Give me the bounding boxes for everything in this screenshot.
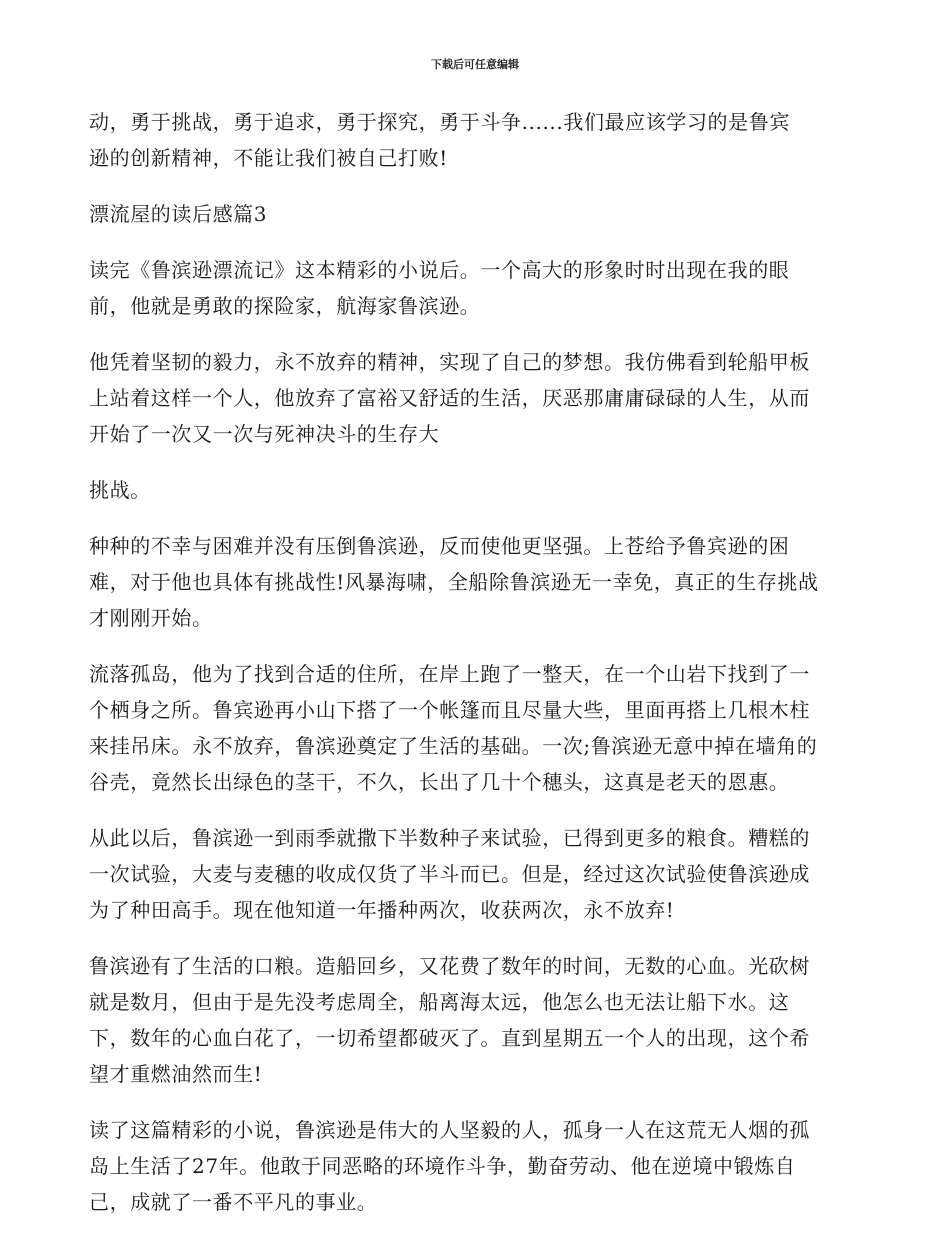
paragraph-8 xyxy=(89,820,861,928)
text-line: 流落孤岛，他为了找到合适的住所，在岸上跑了一整天，在一个山岩下找到了一 xyxy=(89,662,810,686)
text-line: 读了这篇精彩的小说，鲁滨逊是伟大的人坚毅的人，孤身一人在这荒无人烟的孤 xyxy=(89,1118,810,1142)
text-line: 己，成就了一番不平凡的事业。 xyxy=(89,1190,378,1214)
text-line: 种种的不幸与困难并没有压倒鲁滨逊，反而使他更坚强。上苍给予鲁宾逊的困 xyxy=(89,534,790,558)
paragraph-7 xyxy=(89,656,861,800)
text-line: 鲁滨逊有了生活的口粮。造船回乡，又花费了数年的时间，无数的心血。光砍树 xyxy=(89,954,810,978)
section-heading xyxy=(89,196,861,232)
text-line: 他凭着坚韧的毅力，永不放弃的精神，实现了自己的梦想。我仿佛看到轮船甲板 xyxy=(89,350,810,374)
text-line: 谷壳，竟然长出绿色的茎干，不久，长出了几十个穗头，这真是老天的恩惠。 xyxy=(89,770,790,794)
text-line: 挑战。 xyxy=(89,478,151,502)
paragraph-5 xyxy=(89,472,861,508)
text-line: 岛上生活了27年。他敢于同恶略的环境作斗争，勤奋劳动、他在逆境中锻炼自 xyxy=(89,1154,796,1178)
text-line: 读完《鲁滨逊漂流记》这本精彩的小说后。一个高大的形象时时出现在我的眼 xyxy=(89,258,790,282)
paragraph-1 xyxy=(89,104,861,176)
text-line: 来挂吊床。永不放弃，鲁滨逊奠定了生活的基础。一次;鲁滨逊无意中掉在墙角的 xyxy=(89,734,818,758)
text-line: 上站着这样一个人，他放弃了富裕又舒适的生活，厌恶那庸庸碌碌的人生，从而 xyxy=(89,386,810,410)
paragraph-10 xyxy=(89,1112,861,1220)
text-line: 望才重燃油然而生! xyxy=(89,1062,263,1086)
text-line: 才刚刚开始。 xyxy=(89,606,213,630)
text-line: 难，对于他也具体有挑战性!风暴海啸，全船除鲁滨逊无一幸免，真正的生存挑战 xyxy=(89,570,819,594)
document-body xyxy=(89,104,861,1240)
paragraph-3 xyxy=(89,252,861,324)
text-line: 动，勇于挑战，勇于追求，勇于探究，勇于斗争......我们最应该学习的是鲁宾 xyxy=(89,110,790,134)
text-line: 开始了一次又一次与死神决斗的生存大 xyxy=(89,422,440,446)
paragraph-6 xyxy=(89,528,861,636)
text-line: 个栖身之所。鲁宾逊再小山下搭了一个帐篷而且尽量大些，里面再搭上几根木柱 xyxy=(89,698,810,722)
text-line: 为了种田高手。现在他知道一年播种两次，收获两次，永不放弃! xyxy=(89,898,675,922)
text-line: 逊的创新精神，不能让我们被自己打败! xyxy=(89,146,448,170)
text-line: 下，数年的心血白花了，一切希望都破灭了。直到星期五一个人的出现，这个希 xyxy=(89,1026,810,1050)
text-line: 一次试验，大麦与麦穗的收成仅货了半斗而已。但是，经过这次试验使鲁滨逊成 xyxy=(89,862,810,886)
page-header: 下载后可任意编辑 xyxy=(431,58,519,71)
text-line: 从此以后，鲁滨逊一到雨季就撒下半数种子来试验，已得到更多的粮食。糟糕的 xyxy=(89,826,810,850)
paragraph-4 xyxy=(89,344,861,452)
paragraph-9 xyxy=(89,948,861,1092)
text-line: 漂流屋的读后感篇3 xyxy=(89,202,268,226)
text-line: 前，他就是勇敢的探险家，航海家鲁滨逊。 xyxy=(89,294,481,318)
text-line: 就是数月，但由于是先没考虑周全，船离海太远，他怎么也无法让船下水。这 xyxy=(89,990,790,1014)
